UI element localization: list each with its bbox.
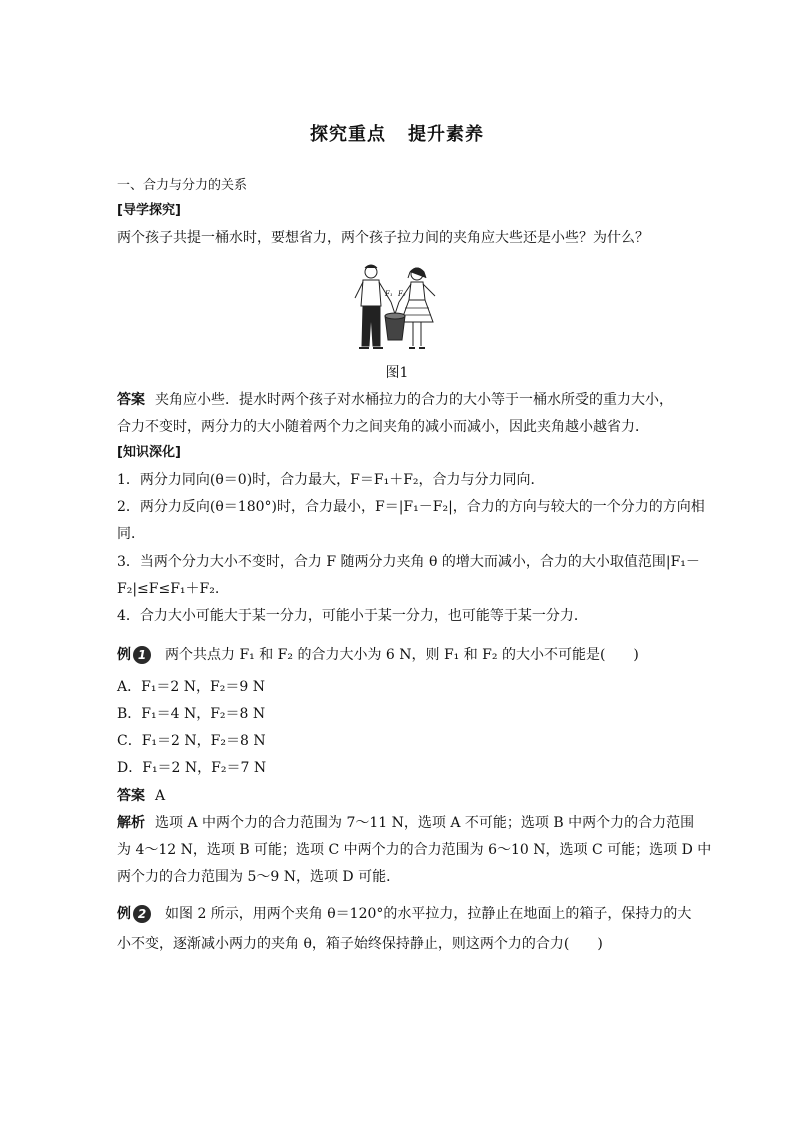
example1-analysis-line-1 [117,813,695,833]
example2-text-1: 如图 2 所示，用两个夹角 θ＝120°的水平拉力，拉静止在地面上的箱子，保持力的大 [165,906,692,922]
figure-caption: 图1 [385,365,409,381]
answer1-text-1: 夹角应小些．提水时两个孩子对水桶拉力的合力的大小等于一桶水所受的重力大小， [155,392,673,408]
answer-label: 答案 [117,392,145,408]
knowledge-line-2: 2．两分力反向(θ＝180°)时，合力最小，F＝|F₁－F₂|，合力的方向与较大的一个分力的方向相 [117,499,705,515]
example1-stem-text: 两个共点力 F₁ 和 F₂ 的合力大小为 6 N，则 F₁ 和 F₂ 的大小不可能是( ) [165,647,639,663]
example1-analysis-line-2: 为 4～12 N，选项 B 可能；选项 C 中两个力的合力范围为 6～10 N，选项 C 可能；选项 D 中 [117,842,712,858]
answer1-line-2: 合力不变时，两分力的大小随着两个力之间夹角的减小而减小，因此夹角越小越省力． [117,419,649,435]
example1-option-a: A．F₁＝2 N，F₂＝9 N [117,679,265,695]
example1-answer [117,786,682,806]
knowledge-line-5: F₂|≤F≤F₁＋F₂. [117,581,220,597]
example1-option-c: C．F₁＝2 N，F₂＝8 N [117,733,266,749]
knowledge-line-6: 4．合力大小可能大于某一分力，可能小于某一分力，也可能等于某一分力． [117,608,588,624]
guide-question: 两个孩子共提一桶水时，要想省力，两个孩子拉力间的夹角应大些还是小些？为什么？ [117,230,649,246]
section-heading: 一、合力与分力的关系 [117,178,248,193]
answer1-line-1 [117,390,682,410]
example1-answer-value: A [155,788,166,804]
example2-line-2: 小不变，逐渐减小两力的夹角 θ，箱子始终保持静止，则这两个力的合力( ) [117,936,603,952]
title-part-2: 提升素养 [408,124,484,145]
example-badge [117,904,151,924]
example1-option-b: B．F₁＝4 N，F₂＝8 N [117,706,266,722]
example-label: 例 [117,906,131,922]
example-label: 例 [117,647,131,663]
knowledge-line-4: 3．当两个分力大小不变时，合力 F 随两分力夹角 θ 的增大而减小，合力的大小取值范围|F₁－ [117,554,700,570]
figure-label-f2: F₂ [398,290,406,298]
example1-option-d: D．F₁＝2 N，F₂＝7 N [117,760,267,776]
knowledge-line-3: 同． [117,526,145,542]
title-part-1: 探究重点 [310,124,386,145]
boy-drawing [355,265,391,348]
example1-stem [117,645,682,665]
figure-label-f1: F₁ [385,290,393,298]
analysis-text-1: 选项 A 中两个力的合力范围为 7～11 N，选项 A 不可能；选项 B 中两个力的合力范围 [155,815,695,831]
knowledge-line-1: 1．两分力同向(θ＝0)时，合力最大，F＝F₁＋F₂，合力与分力同向． [117,472,545,488]
example1-analysis-line-3: 两个力的合力范围为 5～9 N，选项 D 可能． [117,869,401,885]
guide-tag: [导学探究] [117,203,181,218]
example-badge [117,645,151,665]
analysis-label: 解析 [117,815,145,831]
girl-drawing [399,268,435,348]
example2-line-1 [117,904,692,924]
example-number: 1 [133,646,151,664]
figure-children-carrying-bucket [343,262,451,354]
knowledge-tag: [知识深化] [117,445,181,460]
example-number: 2 [133,905,151,923]
page-title [0,120,794,146]
answer-label: 答案 [117,788,145,804]
bucket-drawing [385,302,405,340]
